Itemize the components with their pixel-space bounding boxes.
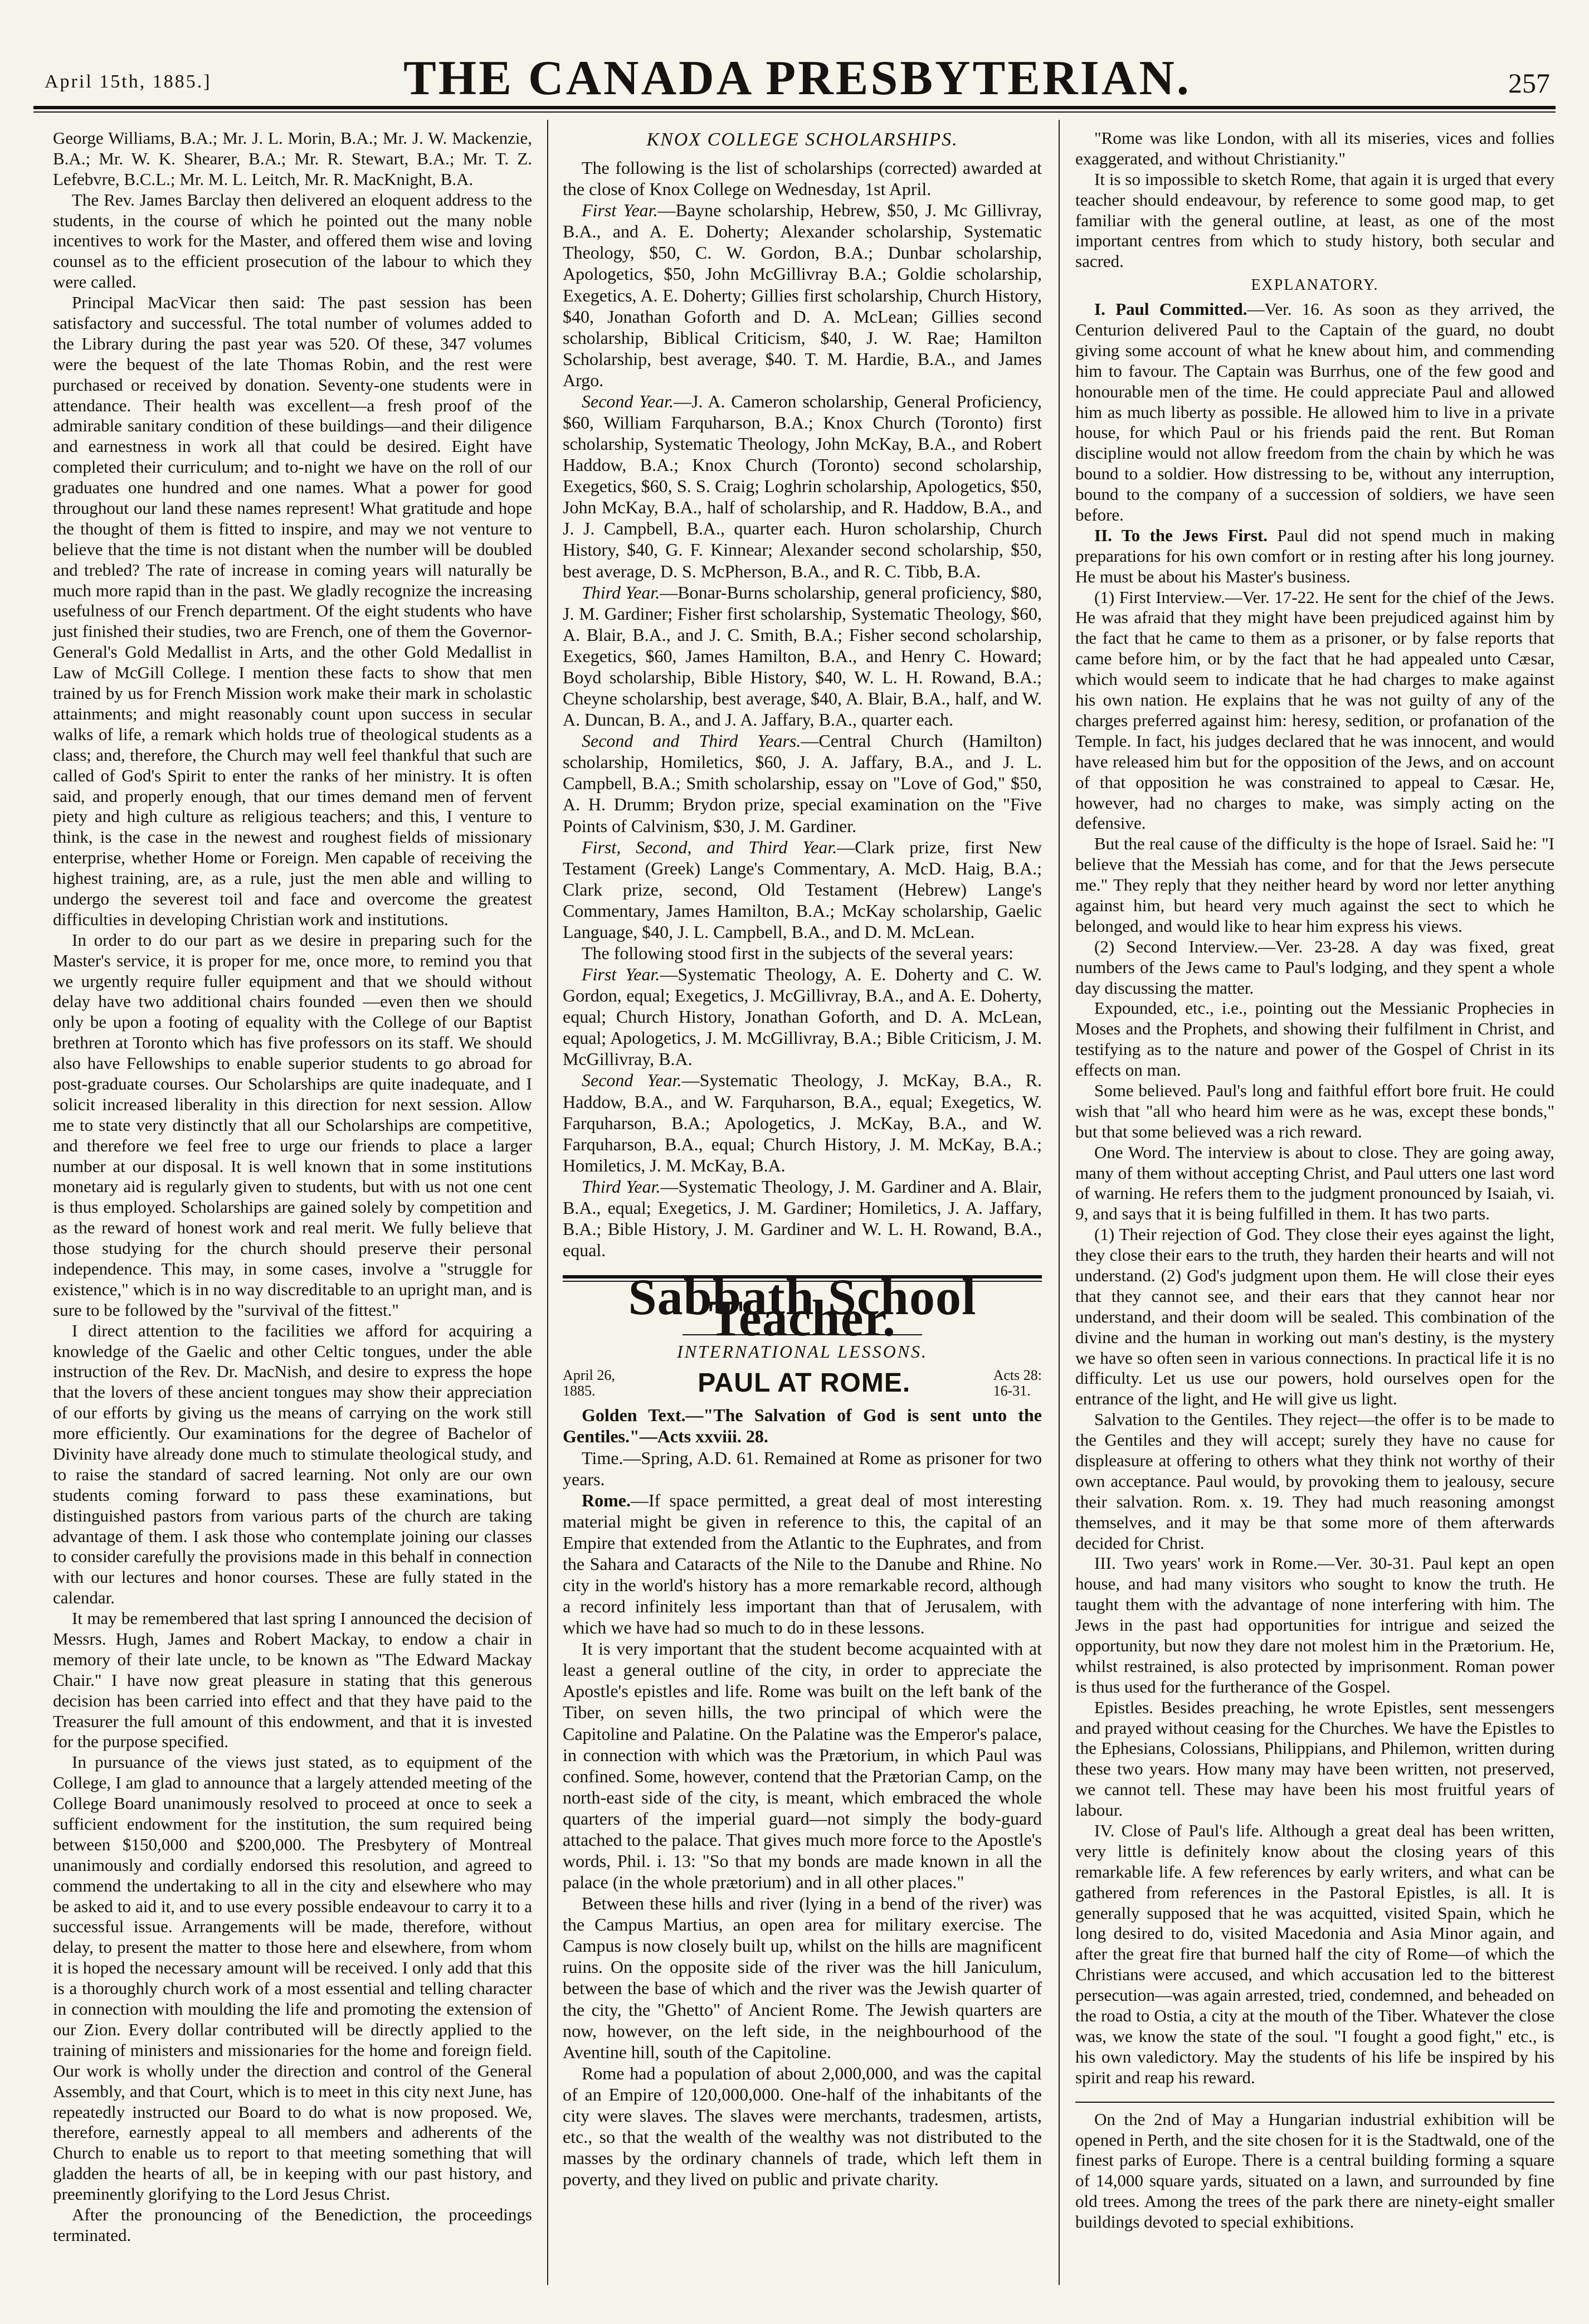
section-heading: KNOX COLLEGE SCHOLARSHIPS. [646, 129, 958, 150]
subhead-label: Third Year. [582, 1176, 661, 1197]
paragraph: First Year.—Systematic Theology, A. E. Doherty and C. W. Gordon, equal; Exegetics, J. McGillivray, B.A., and A. E. Doherty, equal; Church History, Jonathan Goforth, and D. A. McLean, equal; Apologetics, J. M. McGillivray, B.A.; Bible Criticism, J. M. McGillivray, B.A. [563, 964, 1042, 1069]
lessons-heading: INTERNATIONAL LESSONS. [676, 1341, 928, 1362]
paragraph: In pursuance of the views just stated, as to equipment of the College, I am glad to announce that a largely attended meeting of the College Board unanimously resolved to proceed at once to seek a sufficient endowment for the institution, the sum required being between $150,000 and $200,000. The Presbytery of Montreal unanimously and cordially endorsed this resolution, and agreed to commend the undertaking to all in the city and elsewhere who may be asked to aid it, and to use every possible endeavour to carry it to a successful issue. Arrangements will be made, therefore, without delay, to present the matter to those here and elsewhere, from whom it is hoped the necessary amount will be received. I only add that this is a thoroughly church work of a most essential and telling character in connection with moulding the life and promoting the extension of our Zion. Every dollar contributed will be directly applied to the training of ministers and missionaries for the home and foreign field. Our work is wholly under the direction and control of the General Assembly, and that Court, which is to meet in this city next June, has repeatedly instructed our Board to do what is now proposed. We, therefore, earnestly appeal to all members and adherents of the Church to enable us to report to that meeting something that will gladden the hearts of all, be in keeping with our past history, and preeminently glorifying to the Lord Jesus Christ. [53, 1752, 532, 2204]
paragraph: The following stood first in the subjects of the several years: [582, 942, 1013, 963]
paragraph: It is very important that the student become acquainted with at least a general outline of the city, in order to appreciate the Apostle's epistles and life. Rome was built on the left bank of the Tiber, on seven hills, the two principal of which were the Capitoline and Palatine. On the Palatine was the Emperor's palace, in connection with which was the Prætorium, in which Paul was confined. Some, however, contend that the Prætorian Camp, on the north-east side of the city, is meant, which embraced the whole quarters of the imperial guard—not simply the body-guard attached to the palace. That gives much more force to the Apostle's words, Phil. i. 13: "So that my bonds are made known in all the palace (in the whole prætorium) and in all other places." [563, 1639, 1042, 1893]
column-divider [547, 120, 548, 2285]
subhead-label: Third Year. [582, 582, 660, 602]
paragraph: (1) First Interview.—Ver. 17-22. He sent for the chief of the Jews. He was afraid that they might have been prejudiced against him by the fact that he came to them as a prisoner, or by false reports that came before him, or by the fact that he had appealed unto Cæsar, which would seem to indicate that he had charges to make against his own nation. He explains that he was not guilty of any of the charges preferred against him: heresy, sedition, or profanation of the Temple. In fact, his judges declared that he was innocent, and would have released him but for the opposition of the Jews, and on account of that opposition he was constrained to appeal to Cæsar. He, however, had no charges to make, was simply acting on the defensive. [1075, 587, 1554, 833]
paragraph: After the pronouncing of the Benediction, the proceedings terminated. [53, 2204, 532, 2245]
column-divider [1059, 120, 1060, 2285]
notice-rule [1075, 2102, 1554, 2103]
subhead-label: First Year. [582, 964, 660, 985]
section-heading: EXPLANATORY. [1251, 276, 1379, 294]
subhead-label: First Year. [582, 200, 658, 221]
header-rule-thick [33, 106, 1556, 109]
graduates-list: George Williams, B.A.; Mr. J. L. Morin, B.A.; Mr. J. W. Mackenzie, B.A.; Mr. W. K. Shearer, B.A.; Mr. R. Stewart, B.A.; Mr. T. Z. Lefebvre, B.C.L.; Mr. M. L. Leitch, Mr. R. MacKnight, B.A. [53, 128, 532, 189]
issue-date: April 15th, 1885.] [45, 71, 212, 92]
paragraph: The Rev. James Barclay then delivered an eloquent address to the students, in the course of which he pointed out the many noble incentives to work for the Master, and offered them wise and loving counsel as to the efficient prosecution of the labour to which they were called. [53, 189, 532, 292]
paragraph: Some believed. Paul's long and faithful effort bore fruit. He could wish that "all who heard him were as he was, except these bonds," but that some believed was a rich reward. [1075, 1080, 1554, 1141]
lesson-scripture-ref: Acts 28: 16-31. [993, 1367, 1042, 1399]
paragraph: IV. Close of Paul's life. Although a great deal has been written, very little is definitely know about the closing years of this remarkable life. A few references by early writers, and what can be gathered from references in the Pastoral Epistles, is all. It is generally supposed that he was acquitted, visited Spain, which he long desired to do, visited Macedonia and Asia Minor again, and after the great fire that burned half the city of Rome—of which the Christians were accused, and which accusation led to the bitterest persecution—was again arrested, tried, condemned, and beheaded on the road to Ostia, a city at the mouth of the Tiber. Whatever the close was, we know the state of the soul. "I fought a good fight," etc., is his own valedictory. May the students of his life be inspired by his spirit and reap his reward. [1075, 1821, 1554, 2087]
paragraph: I. Paul Committed.—Ver. 16. As soon as they arrived, the Centurion delivered Paul to the Captain of the guard, no doubt giving some account of what he knew about him, and commending him to favour. The Captain was Burrhus, one of the few good and honourable men of the time. He could appreciate Paul and allowed him as much liberty as possible. He allowed him to live in a private house, for which Paul or his friends paid the rent. But Roman discipline would not allow freedom from the chain by which he was bound to a soldier. How distressing to be, without any interruption, bound to the company of a succession of soldiers, we have seen before. [1075, 299, 1554, 525]
subhead-label: Second Year. [582, 391, 674, 411]
paragraph: Rome had a population of about 2,000,000, and was the capital of an Empire of 120,000,000. One-half of the inhabitants of the city were slaves. The slaves were merchants, tradesmen, artists, etc., so that the wealth of the wealthy was not distributed to the masses by the ordinary channels of trade, which left them in poverty, and they lived on public and private charity. [563, 2063, 1042, 2190]
quotation: "Rome was like London, with all its miseries, vices and follies exaggerated, and without Christianity." [1075, 128, 1554, 168]
column-right [1075, 128, 1554, 2233]
lesson-title-row [563, 1368, 1042, 1399]
paragraph: (1) Their rejection of God. They close their eyes against the light, they close their ears to the truth, they harden their hearts and will not understand. (2) God's judgment upon them. He will close their eyes that they cannot see, and their ears that they cannot hear nor understand, and their doom will be sealed. This combination of the divine and the human in working out man's destiny, is the mystery we have so often seen in various connections. In practical life it is no difficulty. Let us use our powers, hold ourselves open for the entrance of the light, and He will give us light. [1075, 1224, 1554, 1409]
paragraph: Third Year.—Systematic Theology, J. M. Gardiner and A. Blair, B.A., equal; Exegetics, J. M. Gardiner; Homiletics, J. A. Jaffary, B.A.; Bible History, J. M. Gardiner and W. L. H. Rowand, B.A., equal. [563, 1176, 1042, 1261]
paragraph: Epistles. Besides preaching, he wrote Epistles, sent messengers and prayed without ceasing for the Churches. We have the Epistles to the Ephesians, Colossians, Philippians, and Philemon, written during these two years. How many may have been written, not preserved, we cannot tell. These may have been his most fruitful years of labour. [1075, 1697, 1554, 1820]
paragraph: It is so impossible to sketch Rome, that again it is urged that every teacher should endeavour, by reference to some good map, to get familiar with the general outline, at least, as one of the most important centres from which to study history, both secular and sacred. [1075, 169, 1554, 271]
paragraph: Rome.—If space permitted, a great deal of most interesting material might be given in reference to this, the capital of an Empire that extended from the Atlantic to the Euphrates, and from the Sahara and Cataracts of the Nile to the Danube and Rhine. No city in the world's history has a more remarkable record, although a record infinitely less important than that of Jerusalem, with which we have had so much to do in these lessons. [563, 1490, 1042, 1638]
paragraph: Salvation to the Gentiles. They reject—the offer is to be made to the Gentiles and they will accept; surely they have no cause for displeasure at offering to others what they think not worthy of their own acceptance. Paul would, by provoking them to jealousy, secure their salvation. Rom. x. 19. They had much reasoning amongst themselves, and it may be that some more of them afterwards decided for Christ. [1075, 1409, 1554, 1553]
paragraph: But the real cause of the difficulty is the hope of Israel. Said he: "I believe that the Messiah has come, and for that the Jews persecute me." They reply that they neither heard by word nor letter anything against him, but heard very much against the sect to which he belonged, and would like to hear him express his views. [1075, 834, 1554, 936]
lesson-date: April 26, 1885. [563, 1367, 615, 1399]
subhead-label: Rome. [582, 1490, 631, 1510]
paragraph: Expounded, etc., i.e., pointing out the Messianic Prophecies in Moses and the Prophets, and showing their fulfilment in Christ, and testifying as to the nature and power of the Gospel of Christ in its effects on man. [1075, 998, 1554, 1080]
paragraph: Second and Third Years.—Central Church (Hamilton) scholarship, Homiletics, $60, J. A. Jaffary, B.A., and J. L. Campbell, B.A.; Smith scholarship, essay on "Love of God," $50, A. H. Drumm; Brydon prize, special examination on the "Five Points of Calvinism, $30, J. M. Gardiner. [563, 731, 1042, 836]
paragraph: The following is the list of scholarships (corrected) awarded at the close of Knox College on Wednesday, 1st April. [563, 158, 1042, 200]
paragraph: Between these hills and river (lying in a bend of the river) was the Campus Martius, an open area for military exercise. The Campus is now closely built up, whilst on the hills are magnificent ruins. On the opposite side of the river was the hill Janiculum, between the base of which and the river was the Jewish quarter of the city, the "Ghetto" of Ancient Rome. The Jewish quarters are now, however, on the left side, in the neighbourhood of the Aventine hill, south of the Capitoline. [563, 1893, 1042, 2062]
paragraph: It may be remembered that last spring I announced the decision of Messrs. Hugh, James and Robert Mackay, to endow a chair in memory of their late uncle, to be known as "The Edward Mackay Chair." I have now great pleasure in stating that this generous decision has been carried into effect and that they have paid to the Treasurer the full amount of this endowment, and that it is invested for the purpose specified. [53, 1608, 532, 1752]
lesson-title: PAUL AT ROME. [698, 1368, 911, 1398]
paragraph: One Word. The interview is about to close. They are going away, many of them without accepting Christ, and Paul utters one last word of warning. He refers them to the judgment pronounced by Isaiah, vi. 9, and says that it is being fulfilled in them. It has two parts. [1075, 1142, 1554, 1224]
paragraph: I direct attention to the facilities we afford for acquiring a knowledge of the Gaelic and other Celtic tongues, under the able instruction of the Rev. Dr. MacNish, and desire to express the hope that the lovers of these ancient tongues may show their appreciation of our efforts by giving us the means of carrying on the work still more efficiently. Our examinations for the degree of Bachelor of Divinity have already done much to stimulate theological study, and to raise the standard of sacred learning. Not only are our own students coming forward to pass these examinations, but distinguished pastors from various parts of the church are taking advantage of them. I ask those who contemplate joining our classes to consider carefully the provisions made in this behalf in connection with our lectures and honor courses. These are fully stated in the calendar. [53, 1320, 532, 1608]
paragraph: II. To the Jews First. Paul did not spend much in making preparations for his own comfort or in resting after his long journey. He must be about his Master's business. [1075, 525, 1554, 586]
column-left [53, 128, 532, 2246]
header-rule-thin [33, 111, 1556, 113]
golden-text: Golden Text.—"The Salvation of God is sent unto the Gentiles."—Acts xxviii. 28. [563, 1405, 1042, 1447]
department-heading: Sabbath School Teacher. [628, 1268, 977, 1347]
page-number: 257 [1508, 67, 1550, 99]
paragraph: Second Year.—J. A. Cameron scholarship, General Proficiency, $60, William Farquharson, B.A.; Knox Church (Toronto) first scholarship, Systematic Theology, John McKay, B.A., and Robert Haddow, B.A.; Knox Church (Toronto) second scholarship, Exegetics, $60, S. S. Craig; Loghrin scholarship, Apologetics, $50, John McKay, B.A., half of scholarship, and R. Haddow, B.A., and J. J. Campbell, B.A., quarter each. Huron scholarship, Church History, $40, G. F. Kinnear; Alexander second scholarship, $50, best average, D. S. McPherson, B.A., and R. C. Tibb, B.A. [563, 391, 1042, 581]
paragraph: First, Second, and Third Year.—Clark prize, first New Testament (Greek) Lange's Commentary, A. McD. Haig, B.A.; Clark prize, second, Old Testament (Hebrew) Lange's Commentary, James Hamilton, B.A.; McKay scholarship, Gaelic Language, $40, J. L. Campbell, B.A., and D. M. McLean. [563, 837, 1042, 942]
paragraph: Second Year.—Systematic Theology, J. McKay, B.A., R. Haddow, B.A., and W. Farquharson, B.A., equal; Exegetics, W. Farquharson, B.A.; Apologetics, J. McKay, B.A., and W. Farquharson, B.A., equal; Church History, J. M. McKay, B.A.; Homiletics, J. M. McKay, B.A. [563, 1070, 1042, 1175]
subhead-label: II. To the Jews First. [1094, 525, 1268, 545]
paragraph: (2) Second Interview.—Ver. 23-28. A day was fixed, great numbers of the Jews came to Paul's lodging, and they spent a whole day discussing the matter. [1075, 936, 1554, 998]
subhead-label: Second Year. [582, 1070, 682, 1091]
subhead-label: Second and Third Years. [582, 731, 801, 751]
subhead-label: First, Second, and Third Year. [582, 837, 837, 857]
paragraph: Principal MacVicar then said: The past session has been satisfactory and successful. The total number of volumes added to the Library during the past year was 520. Of these, 347 volumes were the bequest of the late Thomas Robin, and the rest were purchased or received by donation. Seventy-one students were in attendance. Their health was excellent—a fresh proof of the admirable sanitary condition of these buildings—and their diligence and earnestness in work all that could be desired. Eight have completed their curriculum; and to-night we have on the roll of our graduates one hundred and one names. What a power for good throughout our land these names represent! What gratitude and hope the thought of them is fitted to inspire, and may we not venture to believe that the time is not distant when the number will be doubled and trebled? The rate of increase in coming years will naturally be much more rapid than in the past. We gladly recognize the increasing usefulness of our French department. Of the eight students who have just finished their studies, two are French, one of them the Governor-General's Gold Medallist in Arts, and the other Gold Medallist in Law of McGill College. I mention these facts to show that men trained by us for French Mission work make their mark in scholastic attainments; and might reasonably count upon success in secular walks of life, a remark which holds true of theological students as a class; and, therefore, the Church may well feel thankful that such are called of God's Spirit to enter the ranks of her ministry. It is often said, and properly enough, that our times demand men of fervent piety and high culture as religious teachers; and this, I venture to think, is the case in the newest and roughest fields of missionary enterprise, whether Home or Foreign. Men capable of receiving the highest training, are, as a rule, just the men able and willing to undergo the severest toil and face and overcome the greatest difficulties in developing Christian work and institutions. [53, 293, 532, 929]
paragraph: In order to do our part as we desire in preparing such for the Master's service, it is proper for me, once more, to remind you that we urgently require fuller equipment and that we should without delay have two additional chairs founded —even then we should only be upon a footing of equality with the College of our Baptist brethren at Toronto which has five professors on its staff. We should also have Fellowships to enable superior students to go abroad for post-graduate courses. Our Scholarships are quite inadequate, and I solicit increased liberality in this direction for next session. Allow me to state very distinctly that all our Scholarships are competitive, and therefore we feel free to urge our friends to place a larger number at our disposal. It is well known that in some institutions monetary aid is regularly given to students, but with us not one cent is thus employed. Scholarships are gained solely by competition and as the reward of honest work and real merit. We fully believe that those studying for the church should preserve their personal independence. This may, in some cases, involve a "struggle for existence," which is in no way discreditable to an upright man, and is sure to be followed by the "survival of the fittest." [53, 930, 532, 1320]
page-header [45, 39, 1550, 111]
column-middle [563, 128, 1042, 2190]
paragraph: First Year.—Bayne scholarship, Hebrew, $50, J. Mc Gillivray, B.A., and A. E. Doherty; Alexander scholarship, Systematic Theology, $50, C. W. Gordon, B.A.; Dunbar scholarship, Apologetics, $50, John McGillivray B.A.; Goldie scholarship, Exegetics, A. E. Doherty; Gillies first scholarship, Church History, $40, Jonathan Goforth and D. A. McLean; Gillies second scholarship, Biblical Criticism, $40, J. W. Rae; Hamilton Scholarship, best average, $40. T. M. Hardie, B.A., and James Argo. [563, 200, 1042, 390]
news-item: On the 2nd of May a Hungarian industrial exhibition will be opened in Perth, and the site chosen for it is the Stadtwald, one of the finest parks of Europe. There is a central building forming a square of 14,000 square yards, situated on a lawn, and surrounded by fine old trees. Among the trees of the park there are ninety-eight smaller buildings devoted to special exhibitions. [1075, 2109, 1554, 2232]
paragraph: III. Two years' work in Rome.—Ver. 30-31. Paul kept an open house, and had many visitors who sought to know the truth. He taught them with the advantage of none interfering with him. The Jews in the past had opportunities for intrigue and seized the opportunity, but now they dare not molest him in the Prætorium. He, whilst restrained, is also protected by imprisonment. Roman power is thus used for the furtherance of the Gospel. [1075, 1553, 1554, 1696]
paragraph: Third Year.—Bonar-Burns scholarship, general proficiency, $80, J. M. Gardiner; Fisher first scholarship, Systematic Theology, $60, A. Blair, B.A., and J. C. Smith, B.A.; Fisher second scholarship, Exegetics, $60, James Hamilton, B.A., and Henry C. Howard; Boyd scholarship, Bible History, $40, W. L. H. Rowand, B.A.; Cheyne scholarship, best average, $40, A. Blair, B.A., half, and W. A. Duncan, B. A., and J. A. Jaffary, B.A., quarter each. [563, 582, 1042, 730]
paragraph: Time.—Spring, A.D. 61. Remained at Rome as prisoner for two years. [563, 1447, 1042, 1489]
subhead-label: I. Paul Committed. [1094, 299, 1247, 319]
masthead-title: THE CANADA PRESBYTERIAN. [403, 51, 1191, 105]
